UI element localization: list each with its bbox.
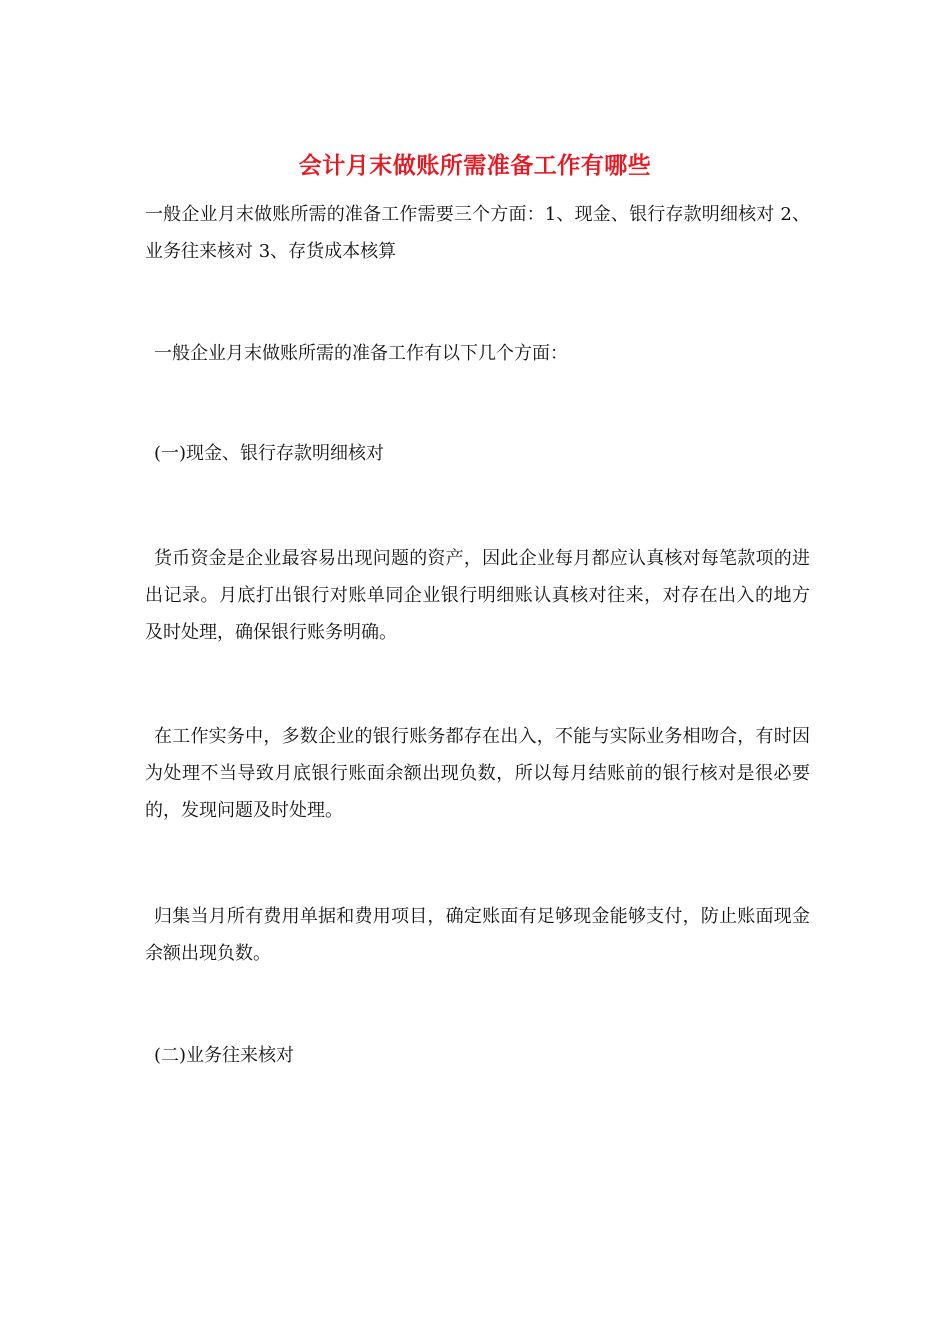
cash-paragraph: 货币资金是企业最容易出现问题的资产，因此企业每月都应认真核对每笔款项的进出记录。月底打出银行对账单同企业银行明细账认真核对往来，对存在出入的地方及时处理，确保银行账务明确。 [145, 548, 810, 643]
summary-paragraph: 一般企业月末做账所需的准备工作需要三个方面：1、现金、银行存款明细核对 2、业务往来核对 3、存货成本核算 [145, 204, 810, 262]
document-title: 会计月末做账所需准备工作有哪些 [298, 153, 652, 179]
section-heading-cash-bank: (一)现金、银行存款明细核对 [154, 443, 385, 464]
section-heading-business-accounts: (二)业务往来核对 [154, 1045, 295, 1066]
intro-paragraph: 一般企业月末做账所需的准备工作有以下几个方面： [154, 343, 568, 364]
expense-paragraph: 归集当月所有费用单据和费用项目，确定账面有足够现金能够支付，防止账面现金余额出现负数。 [145, 906, 810, 964]
bank-practice-paragraph: 在工作实务中，多数企业的银行账务都存在出入，不能与实际业务相吻合，有时因为处理不当导致月底银行账面余额出现负数，所以每月结账前的银行核对是很必要的，发现问题及时处理。 [145, 726, 810, 821]
